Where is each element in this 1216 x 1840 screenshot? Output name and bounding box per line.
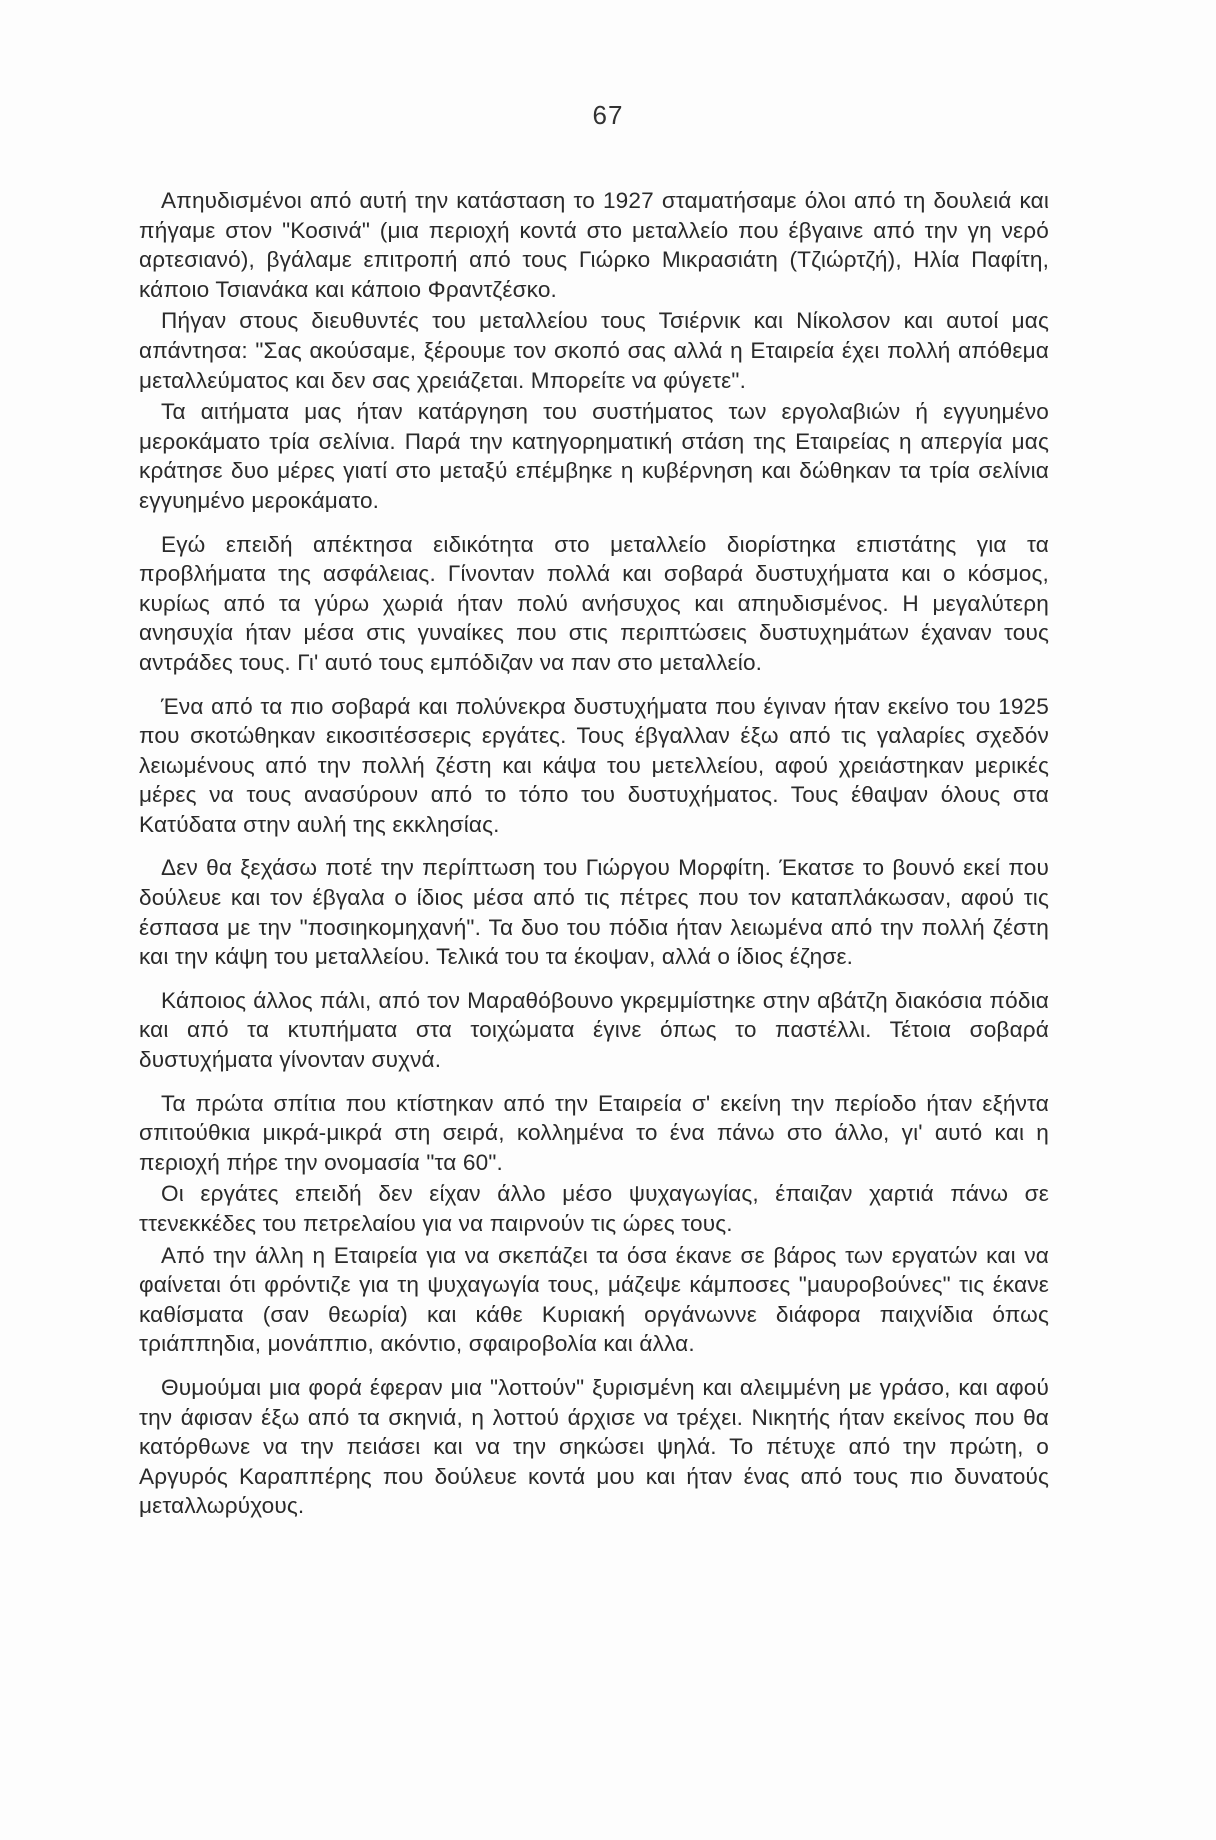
- body-text: [139, 186, 1049, 1535]
- paragraph: Απηυδισμένοι από αυτή την κατάσταση το 1927 σταματήσαμε όλοι από τη δουλειά και πήγαμε στον "Κοσινά" (μια περιοχή κοντά στο μεταλλείο που έβγαινε από την γη νερό αρτεσιανό), βγάλαμε επιτροπή από τους Γιώρκο Μικρασιάτη (Τζιώρτζή), Ηλία Παφίτη, κάποιο Τσιανάκα και κάποιο Φραντζέσκο.: [139, 188, 1049, 302]
- paragraph: Πήγαν στους διευθυντές του μεταλλείου τους Τσιέρνικ και Νίκολσον και αυτοί μας απάντησα: "Σας ακούσαμε, ξέρουμε τον σκοπό σας αλλά η Εταιρεία έχει πολλή απόθεμα μεταλλεύματος και δεν σας χρειάζεται. Μπορείτε να φύγετε".: [139, 308, 1049, 393]
- paragraph: Εγώ επειδή απέκτησα ειδικότητα στο μεταλλείο διορίστηκα επιστάτης για τα προβλήματα της ασφάλειας. Γίνονταν πολλά και σοβαρά δυστυχήματα και ο κόσμος, κυρίως από τα γύρω χωριά ήταν πολύ ανήσυχος και απηυδισμένος. Η μεγαλύτερη ανησυχία ήταν μέσα στις γυναίκες που στις περιπτώσεις δυστυχημάτων έχαναν τους αντράδες τους. Γι' αυτό τους εμπόδιζαν να παν στο μεταλλείο.: [139, 531, 1049, 675]
- paragraph: Δεν θα ξεχάσω ποτέ την περίπτωση του Γιώργου Μορφίτη. Έκατσε το βουνό εκεί που δούλευε και τον έβγαλα ο ίδιος μέσα από τις πέτρες που τον καταπλάκωσαν, αφού τις έσπασα με την "ποσιηκομηχανή". Τα δυο του πόδια ήταν λειωμένα από την πολλή ζέστη και την κάψη του μεταλλείου. Τελικά του τα έκοψαν, αλλά ο ίδιος έζησε.: [139, 855, 1049, 970]
- paragraph: Κάποιος άλλος πάλι, από τον Μαραθόβουνο γκρεμμίστηκε στην αβάτζη διακόσια πόδια και από τα κτυπήματα στα τοιχώματα έγινε όπως το παστέλλι. Τέτοια σοβαρά δυστυχήματα γίνονταν συχνά.: [139, 987, 1049, 1073]
- paragraph: Οι εργάτες επειδή δεν είχαν άλλο μέσο ψυχαγωγίας, έπαιζαν χαρτιά πάνω σε ττενεκκέδες του πετρελαίου για να παιρνούν τις ώρες τους.: [139, 1181, 1049, 1236]
- page-number: 67: [592, 100, 624, 130]
- paragraph: Θυμούμαι μια φορά έφεραν μια "λοττούν" ξυρισμένη και αλειμμένη με γράσο, και αφού την άφισαν έξω από τα σκηνιά, η λοττού άρχισε να τρέχει. Νικητής ήταν εκείνος που θα κατόρθωνε να την πειάσει και να την σηκώσει ψηλά. Το πέτυχε από την πρώτη, ο Αργυρός Καραππέρης που δούλευε κοντά μου και ήταν ένας από τους πιο δυνατούς μεταλλωρύχους.: [139, 1374, 1049, 1519]
- paragraph: Από την άλλη η Εταιρεία για να σκεπάζει τα όσα έκανε σε βάρος των εργατών και να φαίνεται ότι φρόντιζε για τη ψυχαγωγία τους, μάζεψε κάμποσες "μαυροβούνες" τις έκανε καθίσματα (σαν θεωρία) και κάθε Κυριακή οργάνωννε διάφορα παιχνίδια όπως τριάππηδια, μονάππιο, ακόντιο, σφαιροβολία και άλλα.: [139, 1242, 1049, 1357]
- paragraph: Ένα από τα πιο σοβαρά και πολύνεκρα δυστυχήματα που έγιναν ήταν εκείνο του 1925 που σκοτώθηκαν εικοσιτέσσερις εργάτες. Τους έβγαλλαν έξω από τις γαλαρίες σχεδόν λειωμένους από την πολλή ζέστη και κάψα του μετελλείου, αφού χρειάστηκαν μερικές μέρες να τους ανασύρουν από το τόπο του δυστυχήματος. Τους έθαψαν όλους στα Κατύδατα στην αυλή της εκκλησίας.: [139, 693, 1049, 837]
- paragraph: Τα πρώτα σπίτια που κτίστηκαν από την Εταιρεία σ' εκείνη την περίοδο ήταν εξήντα σπιτούθκια μικρά-μικρά στη σειρά, κολλημένα το ένα πάνω στο άλλο, γι' αυτό και η περιοχή πήρε την ονομασία "τα 60".: [139, 1090, 1049, 1175]
- paragraph: Τα αιτήματα μας ήταν κατάργηση του συστήματος των εργολαβιών ή εγγυημένο μεροκάματο τρία σελίνια. Παρά την κατηγορηματική στάση της Εταιρείας η απεργία μας κράτησε δυο μέρες γιατί στο μεταξύ επέμβηκε η κυβέρνηση και δώθηκαν τα τρία σελίνια εγγυημένο μεροκάματο.: [139, 399, 1049, 513]
